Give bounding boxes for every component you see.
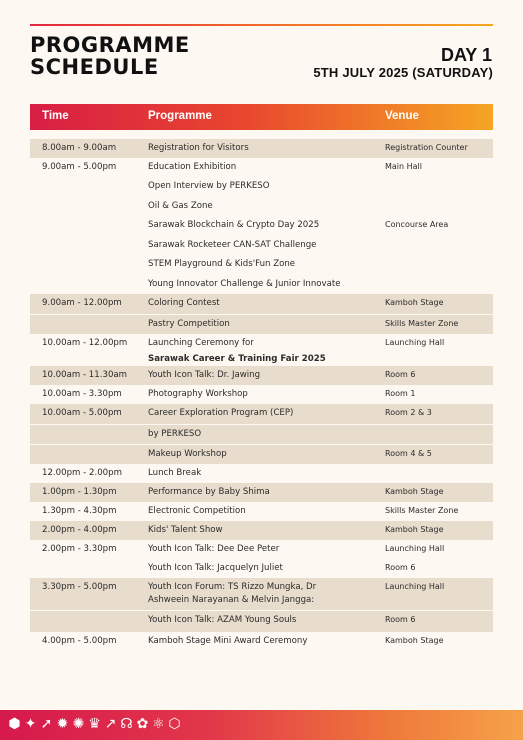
top-divider [30,24,493,26]
row-programme: Electronic Competition [148,506,246,516]
column-programme: Programme [148,110,212,122]
day-label: DAY 1 [440,45,492,65]
rocket-icon: ➚ [40,716,53,732]
table-row [30,334,493,353]
row-venue: Kamboh Stage [385,636,444,645]
table-row [30,385,493,404]
row-programme: Youth Icon Talk: Jacquelyn Juliet [148,563,283,573]
footer-band [0,710,523,740]
row-programme: Career Exploration Program (CEP) [148,408,294,418]
table-row [30,611,493,632]
table-header [30,104,493,130]
row-programme: Performance by Baby Shima [148,487,270,497]
row-programme: Sarawak Rocketeer CAN-SAT Challenge [148,240,317,250]
row-venue: Main Hall [385,162,423,171]
row-programme: Pastry Competition [148,319,230,329]
row-time: 10.00am - 12.00pm [42,338,128,348]
row-venue: Launching Hall [385,544,445,553]
table-row [30,366,493,385]
row-venue: Room 1 [385,389,416,398]
table-row [30,559,493,578]
row-venue: Kamboh Stage [385,487,444,496]
row-programme: Registration for Visitors [148,143,249,153]
title-line-2: SCHEDULE [30,55,159,79]
row-programme: Lunch Break [148,468,202,478]
trophy-icon: ♛ [88,716,101,732]
table-row [30,236,493,255]
table-row [30,502,493,521]
table-row [30,540,493,559]
row-time: 1.00pm - 1.30pm [42,487,117,497]
cube-icon: ⬡ [168,716,181,732]
title-line-1: PROGRAMME [30,33,190,57]
schedule-table [30,139,493,651]
table-row [30,425,493,444]
row-programme: Open Interview by PERKESO [148,181,270,191]
table-row [30,216,493,236]
row-time: 10.00am - 5.00pm [42,408,122,418]
row-programme-line-2: Ashweein Narayanan & Melvin Jangga: [148,595,315,605]
robot-icon: ⬢ [8,716,21,732]
row-programme: Youth Icon Talk: AZAM Young Souls [148,615,297,625]
row-programme: Kamboh Stage Mini Award Ceremony [148,636,308,646]
row-programme: Launching Ceremony for [148,338,254,348]
footer-icons [8,715,181,733]
table-row [30,483,493,502]
table-row [30,275,493,294]
table-row [30,445,493,464]
row-time: 4.00pm - 5.00pm [42,636,117,646]
row-time: 9.00am - 5.00pm [42,162,117,172]
row-time: 2.00pm - 3.30pm [42,544,117,554]
row-venue: Concourse Area [385,220,449,229]
row-venue: Launching Hall [385,338,445,347]
row-time: 9.00am - 12.00pm [42,298,122,308]
row-programme: Youth Icon Talk: Dr. Jawing [148,370,261,380]
row-programme: Kids' Talent Show [148,525,223,535]
table-row [30,404,493,424]
row-programme: by PERKESO [148,429,202,439]
row-venue: Skills Master Zone [385,506,459,515]
table-row [30,353,493,366]
table-row [30,315,493,334]
column-venue: Venue [385,110,419,122]
table-row [30,197,493,216]
hands-icon: ☊ [120,716,133,732]
row-time: 1.30pm - 4.30pm [42,506,117,516]
arrow-icon: ↗ [104,716,117,732]
flower-icon: ✿ [136,716,149,732]
gear-icon: ✺ [72,716,85,732]
row-venue: Kamboh Stage [385,298,444,307]
table-row [30,177,493,197]
date-label: 5TH JULY 2025 (SATURDAY) [313,65,493,80]
row-programme: Education Exhibition [148,162,237,172]
row-programme: Sarawak Career & Training Fair 2025 [148,354,326,364]
table-row [30,158,493,177]
column-time: Time [42,110,69,122]
row-venue: Registration Counter [385,143,468,152]
row-venue: Room 2 & 3 [385,408,432,417]
row-venue: Room 4 & 5 [385,449,432,458]
table-row [30,632,493,651]
sparkle-icon: ✦ [24,716,37,732]
table-row [30,578,493,610]
row-time: 8.00am - 9.00am [42,143,117,153]
atom-icon: ⚛ [152,716,165,732]
row-programme: Coloring Contest [148,298,220,308]
table-row [30,521,493,540]
table-row [30,464,493,483]
row-time: 2.00pm - 4.00pm [42,525,117,535]
row-programme: Oil & Gas Zone [148,201,213,211]
row-programme: Photography Workshop [148,389,248,399]
row-venue: Room 6 [385,563,416,572]
table-row [30,255,493,275]
row-venue: Room 6 [385,370,416,379]
row-programme: Young Innovator Challenge & Junior Innovate [148,279,341,289]
row-time: 12.00pm - 2.00pm [42,468,122,478]
row-venue: Skills Master Zone [385,319,459,328]
row-time: 10.00am - 3.30pm [42,389,122,399]
row-programme: STEM Playground & Kids'Fun Zone [148,259,296,269]
row-programme: Sarawak Blockchain & Crypto Day 2025 [148,220,320,230]
row-time: 10.00am - 11.30am [42,370,128,380]
row-time: 3.30pm - 5.00pm [42,582,117,592]
row-programme: Youth Icon Forum: TS Rizzo Mungka, Dr [148,582,317,592]
row-venue: Kamboh Stage [385,525,444,534]
row-programme: Youth Icon Talk: Dee Dee Peter [148,544,280,554]
row-venue: Room 6 [385,615,416,624]
table-row [30,139,493,158]
page-title [30,34,190,78]
row-programme: Makeup Workshop [148,449,227,459]
row-venue: Launching Hall [385,582,445,591]
table-row [30,294,493,314]
flame-icon: ✹ [56,716,69,732]
